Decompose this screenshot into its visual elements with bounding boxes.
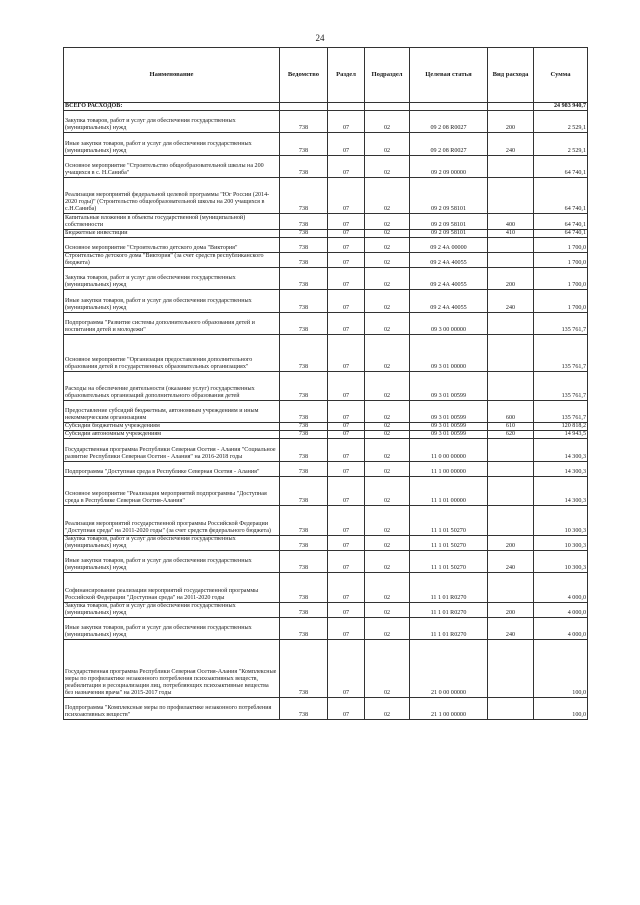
row-amount-cell: 4 000,0	[534, 617, 588, 639]
row-name-cell: Субсидии бюджетным учреждениям	[64, 423, 280, 431]
table-row	[64, 290, 588, 312]
row-department-cell: 738	[280, 229, 328, 237]
row-section-cell: 07	[328, 252, 365, 267]
row-department-cell: 738	[280, 573, 328, 602]
row-expense-type-cell	[488, 237, 534, 252]
row-section-cell: 07	[328, 602, 365, 617]
row-expense-type-cell	[488, 573, 534, 602]
row-subsection-cell: 02	[365, 268, 410, 290]
row-section-cell: 07	[328, 431, 365, 439]
table-row	[64, 103, 588, 111]
row-subsection-cell: 02	[365, 535, 410, 550]
row-subsection-cell: 02	[365, 290, 410, 312]
row-expense-type-cell: 200	[488, 268, 534, 290]
row-target-article-cell: 09 3 00 00000	[410, 312, 488, 334]
table-row	[64, 461, 588, 476]
row-amount-cell: 4 000,0	[534, 573, 588, 602]
row-amount-cell: 1 700,0	[534, 268, 588, 290]
row-expense-type-cell	[488, 155, 534, 177]
row-section-cell: 07	[328, 237, 365, 252]
row-name-cell: Софинансирование реализации мероприятий государственной программы Российской Федерации "Доступная среда" на 2011-2020 годы	[64, 573, 280, 602]
row-name-cell: Реализация мероприятий государственной программы Российской Федерации "Доступная среда" на 2011-2020 годы" (за счет средств федерального бюджета)	[64, 506, 280, 535]
row-target-article-cell: 09 2 4А 40055	[410, 252, 488, 267]
header-target-article: Целевая статья	[410, 48, 488, 103]
row-expense-type-cell: 240	[488, 133, 534, 155]
table-row	[64, 312, 588, 334]
row-name-cell: Государственная программа Республики Северная Осетия - Алания "Социальное развитие Республики Северная Осетия - Алания" на 2016-2018 годы	[64, 439, 280, 461]
table-row	[64, 550, 588, 572]
row-amount-cell: 64 740,1	[534, 214, 588, 229]
row-name-cell: Закупка товаров, работ и услуг для обеспечения государственных (муниципальных) нужд	[64, 268, 280, 290]
row-amount-cell: 120 818,2	[534, 423, 588, 431]
row-department-cell: 738	[280, 111, 328, 133]
row-section-cell: 07	[328, 111, 365, 133]
row-expense-type-cell	[488, 640, 534, 698]
row-subsection-cell: 02	[365, 423, 410, 431]
row-section-cell: 07	[328, 550, 365, 572]
table-row	[64, 573, 588, 602]
row-name-cell: Закупка товаров, работ и услуг для обеспечения государственных (муниципальных) нужд	[64, 602, 280, 617]
row-expense-type-cell	[488, 697, 534, 719]
row-section-cell: 07	[328, 155, 365, 177]
page-number: 24	[315, 33, 325, 43]
row-target-article-cell: 09 2 4А 00000	[410, 237, 488, 252]
row-amount-cell: 1 700,0	[534, 237, 588, 252]
row-section-cell: 07	[328, 506, 365, 535]
table-row	[64, 697, 588, 719]
header-subsection: Подраздел	[365, 48, 410, 103]
row-subsection-cell: 02	[365, 602, 410, 617]
row-subsection-cell: 02	[365, 177, 410, 214]
row-department-cell: 738	[280, 400, 328, 422]
row-name-cell: ВСЕГО РАСХОДОВ:	[64, 103, 280, 111]
row-target-article-cell: 11 1 00 00000	[410, 461, 488, 476]
row-name-cell: Реализация мероприятий федеральной целевой программы "Юг России (2014-2020 годы)" (Строительство общеобразовательной школы на 200 учащихся в с.Н.Саниба)	[64, 177, 280, 214]
row-expense-type-cell	[488, 335, 534, 372]
row-target-article-cell: 09 2 4А 40055	[410, 268, 488, 290]
row-section-cell: 07	[328, 439, 365, 461]
row-department-cell: 738	[280, 371, 328, 400]
row-subsection-cell: 02	[365, 617, 410, 639]
row-name-cell: Основное мероприятие "Реализация мероприятий подпрограммы "Доступная среда в Республике Северная Осетия-Алания"	[64, 476, 280, 505]
row-department-cell: 738	[280, 214, 328, 229]
table-row	[64, 268, 588, 290]
row-department-cell: 738	[280, 312, 328, 334]
row-department-cell: 738	[280, 237, 328, 252]
row-department-cell: 738	[280, 535, 328, 550]
table-row	[64, 177, 588, 214]
row-target-article-cell: 11 1 01 R0270	[410, 573, 488, 602]
row-subsection-cell: 02	[365, 640, 410, 698]
row-name-cell: Подпрограмма "Комплексные меры по профилактике незаконного потребления психоактивных веществ"	[64, 697, 280, 719]
table-row	[64, 535, 588, 550]
header-amount: Сумма	[534, 48, 588, 103]
row-department-cell: 738	[280, 617, 328, 639]
row-expense-type-cell	[488, 371, 534, 400]
row-name-cell: Строительство детского дома "Виктория" (за счет средств республиканского бюджета)	[64, 252, 280, 267]
row-name-cell: Иные закупки товаров, работ и услуг для обеспечения государственных (муниципальных) нужд	[64, 617, 280, 639]
row-expense-type-cell	[488, 439, 534, 461]
budget-table	[63, 47, 588, 720]
row-department-cell: 738	[280, 550, 328, 572]
row-subsection-cell: 02	[365, 400, 410, 422]
table-row	[64, 371, 588, 400]
row-department-cell: 738	[280, 290, 328, 312]
row-expense-type-cell: 610	[488, 423, 534, 431]
row-subsection-cell: 02	[365, 439, 410, 461]
row-amount-cell: 135 761,7	[534, 371, 588, 400]
row-amount-cell: 14 300,3	[534, 461, 588, 476]
row-name-cell: Основное мероприятие "Организация предоставления дополнительного образования детей в государственных образовательных организациях"	[64, 335, 280, 372]
row-subsection-cell: 02	[365, 214, 410, 229]
table-row	[64, 229, 588, 237]
row-department-cell: 738	[280, 155, 328, 177]
row-department-cell: 738	[280, 506, 328, 535]
row-section-cell: 07	[328, 335, 365, 372]
row-target-article-cell: 09 2 09 58101	[410, 229, 488, 237]
row-amount-cell: 64 740,1	[534, 177, 588, 214]
row-target-article-cell: 09 2 09 00000	[410, 155, 488, 177]
row-name-cell: Бюджетные инвестиции	[64, 229, 280, 237]
table-row	[64, 214, 588, 229]
row-expense-type-cell: 240	[488, 550, 534, 572]
row-target-article-cell: 11 0 00 00000	[410, 439, 488, 461]
row-subsection-cell: 02	[365, 237, 410, 252]
row-section-cell: 07	[328, 229, 365, 237]
row-subsection-cell: 02	[365, 461, 410, 476]
row-expense-type-cell	[488, 252, 534, 267]
row-amount-cell: 64 740,1	[534, 229, 588, 237]
row-section-cell	[328, 103, 365, 111]
row-department-cell: 738	[280, 476, 328, 505]
row-target-article-cell	[410, 103, 488, 111]
row-expense-type-cell: 600	[488, 400, 534, 422]
row-expense-type-cell: 410	[488, 229, 534, 237]
table-row	[64, 640, 588, 698]
row-department-cell: 738	[280, 335, 328, 372]
row-expense-type-cell: 240	[488, 617, 534, 639]
table-row	[64, 439, 588, 461]
row-subsection-cell: 02	[365, 506, 410, 535]
row-section-cell: 07	[328, 461, 365, 476]
row-amount-cell: 1 700,0	[534, 252, 588, 267]
row-subsection-cell: 02	[365, 371, 410, 400]
row-amount-cell: 100,0	[534, 697, 588, 719]
row-expense-type-cell: 200	[488, 602, 534, 617]
row-name-cell: Закупка товаров, работ и услуг для обеспечения государственных (муниципальных) нужд	[64, 111, 280, 133]
row-target-article-cell: 09 2 09 58101	[410, 177, 488, 214]
row-subsection-cell: 02	[365, 476, 410, 505]
row-expense-type-cell	[488, 177, 534, 214]
row-target-article-cell: 11 1 01 R0270	[410, 602, 488, 617]
row-name-cell: Закупка товаров, работ и услуг для обеспечения государственных (муниципальных) нужд	[64, 535, 280, 550]
table-row	[64, 506, 588, 535]
row-department-cell: 738	[280, 133, 328, 155]
row-section-cell: 07	[328, 133, 365, 155]
row-expense-type-cell	[488, 476, 534, 505]
row-target-article-cell: 11 1 01 50270	[410, 535, 488, 550]
row-amount-cell: 64 740,1	[534, 155, 588, 177]
row-target-article-cell: 11 1 01 R0270	[410, 617, 488, 639]
row-amount-cell: 100,0	[534, 640, 588, 698]
row-department-cell: 738	[280, 439, 328, 461]
row-target-article-cell: 21 1 00 00000	[410, 697, 488, 719]
row-expense-type-cell	[488, 312, 534, 334]
row-subsection-cell: 02	[365, 573, 410, 602]
row-target-article-cell: 09 2 4А 40055	[410, 290, 488, 312]
row-expense-type-cell	[488, 506, 534, 535]
row-name-cell: Иные закупки товаров, работ и услуг для обеспечения государственных (муниципальных) нужд	[64, 290, 280, 312]
row-amount-cell: 14 300,3	[534, 476, 588, 505]
row-target-article-cell: 09 2 08 R0027	[410, 111, 488, 133]
table-row	[64, 155, 588, 177]
row-subsection-cell: 02	[365, 335, 410, 372]
row-amount-cell: 2 529,1	[534, 133, 588, 155]
row-section-cell: 07	[328, 371, 365, 400]
row-department-cell: 738	[280, 252, 328, 267]
row-subsection-cell: 02	[365, 133, 410, 155]
row-target-article-cell: 09 3 01 00599	[410, 423, 488, 431]
row-target-article-cell: 11 1 01 50270	[410, 506, 488, 535]
row-section-cell: 07	[328, 290, 365, 312]
row-section-cell: 07	[328, 640, 365, 698]
row-subsection-cell: 02	[365, 550, 410, 572]
row-section-cell: 07	[328, 423, 365, 431]
row-expense-type-cell: 240	[488, 290, 534, 312]
row-name-cell: Субсидии автономным учреждениям	[64, 431, 280, 439]
row-amount-cell: 135 761,7	[534, 400, 588, 422]
row-subsection-cell: 02	[365, 252, 410, 267]
table-row	[64, 252, 588, 267]
row-name-cell: Расходы на обеспечение деятельности (оказание услуг) государственных образовательных организаций дополнительного образования детей	[64, 371, 280, 400]
table-row	[64, 133, 588, 155]
row-target-article-cell: 09 3 01 00599	[410, 400, 488, 422]
row-amount-cell: 14 943,5	[534, 431, 588, 439]
row-amount-cell: 10 300,3	[534, 506, 588, 535]
table-row	[64, 431, 588, 439]
row-expense-type-cell: 400	[488, 214, 534, 229]
row-name-cell: Подпрограмма "Доступная среда в Республике Северная Осетия - Алания"	[64, 461, 280, 476]
row-name-cell: Предоставление субсидий бюджетным, автономным учреждениям и иным некоммерческим организациям	[64, 400, 280, 422]
row-expense-type-cell: 200	[488, 535, 534, 550]
row-target-article-cell: 09 2 09 58101	[410, 214, 488, 229]
row-department-cell	[280, 103, 328, 111]
table-row	[64, 111, 588, 133]
row-expense-type-cell	[488, 461, 534, 476]
row-department-cell: 738	[280, 602, 328, 617]
row-amount-cell: 2 529,1	[534, 111, 588, 133]
table-row	[64, 237, 588, 252]
table-row	[64, 617, 588, 639]
row-department-cell: 738	[280, 177, 328, 214]
row-expense-type-cell: 620	[488, 431, 534, 439]
row-subsection-cell: 02	[365, 431, 410, 439]
row-subsection-cell	[365, 103, 410, 111]
row-expense-type-cell: 200	[488, 111, 534, 133]
row-department-cell: 738	[280, 431, 328, 439]
header-department: Ведомство	[280, 48, 328, 103]
row-amount-cell: 14 300,3	[534, 439, 588, 461]
row-section-cell: 07	[328, 617, 365, 639]
table-row	[64, 400, 588, 422]
row-amount-cell: 135 761,7	[534, 312, 588, 334]
row-target-article-cell: 09 3 01 00599	[410, 431, 488, 439]
row-section-cell: 07	[328, 573, 365, 602]
row-subsection-cell: 02	[365, 229, 410, 237]
row-target-article-cell: 09 3 01 00000	[410, 335, 488, 372]
row-department-cell: 738	[280, 461, 328, 476]
row-section-cell: 07	[328, 177, 365, 214]
row-target-article-cell: 21 0 00 00000	[410, 640, 488, 698]
header-expense-type: Вид расхода	[488, 48, 534, 103]
row-target-article-cell: 09 3 01 00599	[410, 371, 488, 400]
header-name: Наименование	[64, 48, 280, 103]
row-section-cell: 07	[328, 214, 365, 229]
row-section-cell: 07	[328, 268, 365, 290]
table-row	[64, 423, 588, 431]
table-row	[64, 602, 588, 617]
row-department-cell: 738	[280, 640, 328, 698]
row-subsection-cell: 02	[365, 155, 410, 177]
row-department-cell: 738	[280, 697, 328, 719]
header-section: Раздел	[328, 48, 365, 103]
row-amount-cell: 135 761,7	[534, 335, 588, 372]
row-section-cell: 07	[328, 697, 365, 719]
row-target-article-cell: 09 2 08 R0027	[410, 133, 488, 155]
row-section-cell: 07	[328, 312, 365, 334]
row-expense-type-cell	[488, 103, 534, 111]
row-name-cell: Основное мероприятие "Строительство общеобразовательной школы на 200 учащихся в с. Н.Саниба"	[64, 155, 280, 177]
row-name-cell: Государственная программа Республики Северная Осетия-Алания "Комплексные меры по профилактике незаконного потребления психоактивных веществ, реабилитация и ресоциализация лиц, потребляющих психоактивные вещества без назначения врача" на 2015-2017 годы	[64, 640, 280, 698]
table-header-row	[64, 48, 588, 103]
row-amount-cell: 24 983 940,7	[534, 103, 588, 111]
row-amount-cell: 10 300,3	[534, 535, 588, 550]
row-department-cell: 738	[280, 423, 328, 431]
row-subsection-cell: 02	[365, 312, 410, 334]
row-target-article-cell: 11 1 01 00000	[410, 476, 488, 505]
row-amount-cell: 10 300,3	[534, 550, 588, 572]
row-section-cell: 07	[328, 400, 365, 422]
row-name-cell: Иные закупки товаров, работ и услуг для обеспечения государственных (муниципальных) нужд	[64, 550, 280, 572]
row-section-cell: 07	[328, 476, 365, 505]
table-row	[64, 335, 588, 372]
row-name-cell: Капитальные вложения в объекты государственной (муниципальной) собственности	[64, 214, 280, 229]
row-amount-cell: 4 000,0	[534, 602, 588, 617]
row-department-cell: 738	[280, 268, 328, 290]
row-target-article-cell: 11 1 01 50270	[410, 550, 488, 572]
row-section-cell: 07	[328, 535, 365, 550]
table-row	[64, 476, 588, 505]
row-subsection-cell: 02	[365, 111, 410, 133]
row-name-cell: Подпрограмма "Развитие системы дополнительного образования детей и воспитания детей и молодежи"	[64, 312, 280, 334]
row-subsection-cell: 02	[365, 697, 410, 719]
row-name-cell: Иные закупки товаров, работ и услуг для обеспечения государственных (муниципальных) нужд	[64, 133, 280, 155]
row-amount-cell: 1 700,0	[534, 290, 588, 312]
row-name-cell: Основное мероприятие "Строительство детского дома "Виктория"	[64, 237, 280, 252]
